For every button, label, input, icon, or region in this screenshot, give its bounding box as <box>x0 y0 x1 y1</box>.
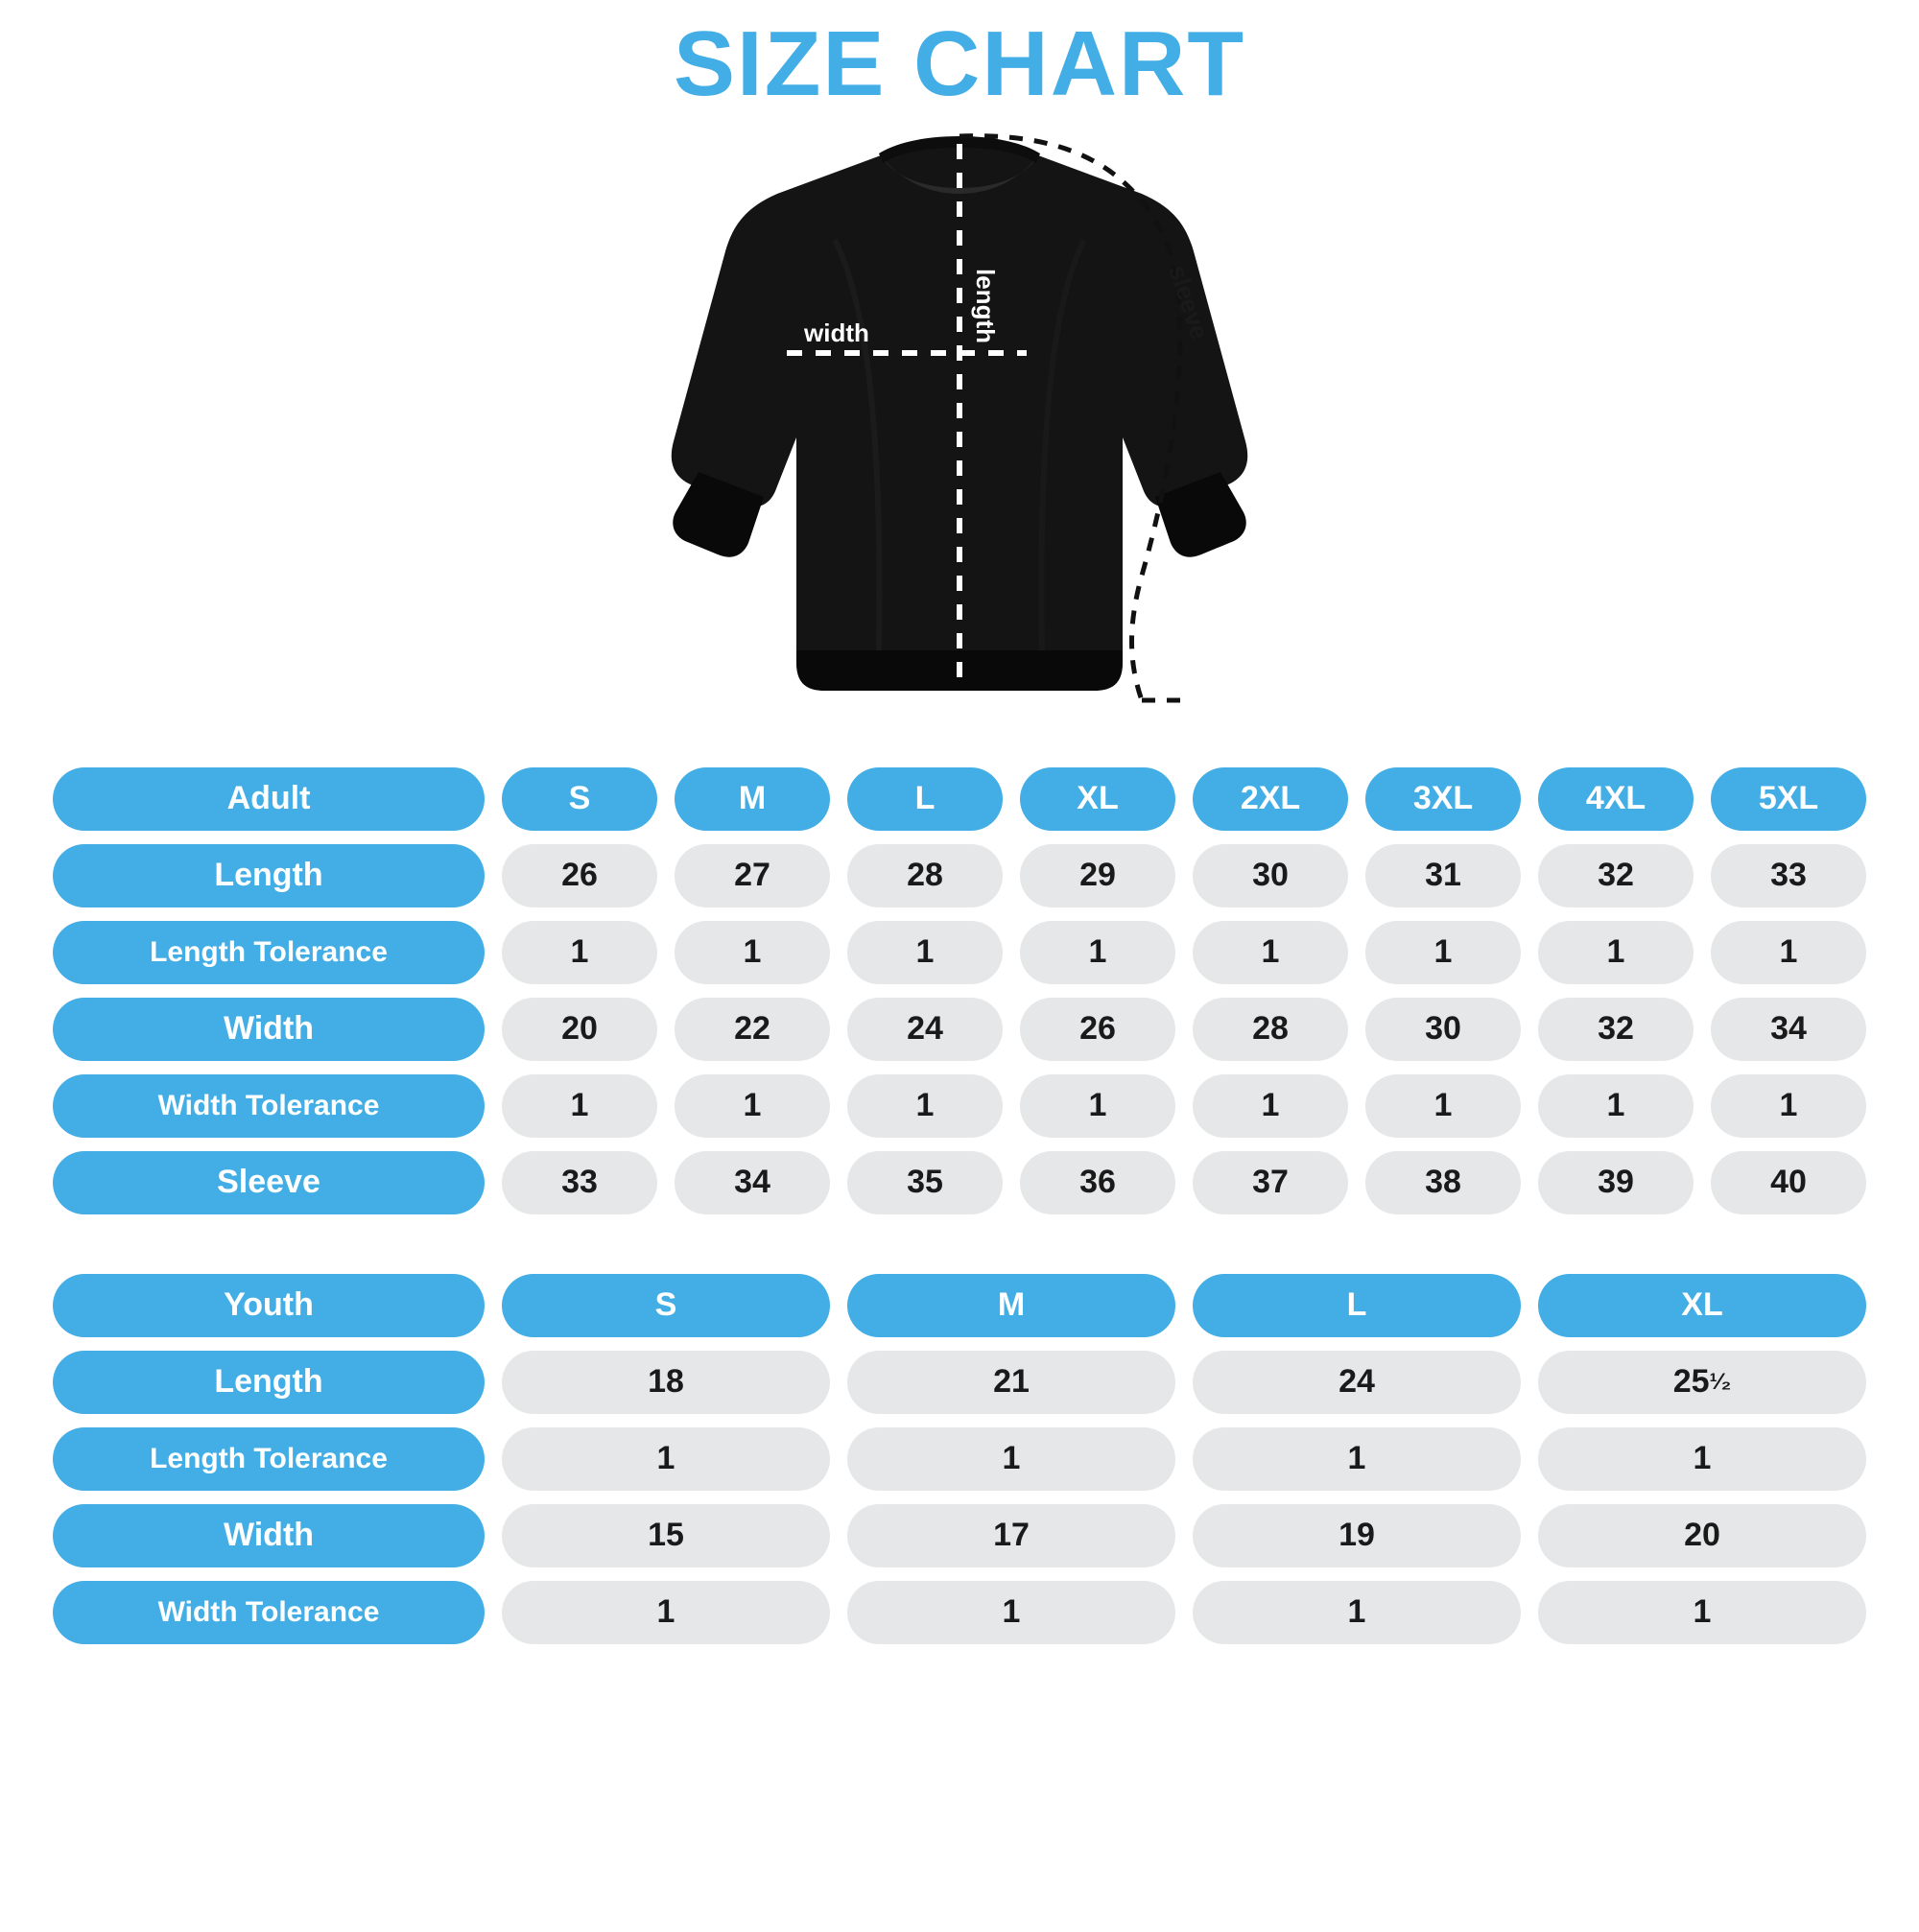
table-header-row <box>53 767 1866 831</box>
table-row <box>53 998 1866 1061</box>
youth-width-tol-s: 1 <box>502 1581 830 1644</box>
table-row <box>53 1427 1866 1491</box>
youth-length-s: 18 <box>502 1351 830 1414</box>
youth-width-s: 15 <box>502 1504 830 1567</box>
adult-width-s: 20 <box>502 998 657 1061</box>
width-label: width <box>804 318 869 347</box>
adult-sleeve-l: 35 <box>847 1151 1003 1214</box>
table-row <box>53 1351 1866 1414</box>
youth-length-tol-l: 1 <box>1193 1427 1521 1491</box>
adult-width-3xl: 30 <box>1365 998 1521 1061</box>
adult-row-label-length-tolerance: Length Tolerance <box>53 921 485 984</box>
adult-length-tol-3xl: 1 <box>1365 921 1521 984</box>
youth-width-tol-l: 1 <box>1193 1581 1521 1644</box>
table-row <box>53 1581 1866 1644</box>
youth-length-tol-xl: 1 <box>1538 1427 1866 1491</box>
adult-row-label-length: Length <box>53 844 485 907</box>
adult-header-label: Adult <box>53 767 485 831</box>
youth-length-xl <box>1538 1351 1866 1414</box>
adult-length-tol-5xl: 1 <box>1711 921 1866 984</box>
size-chart-page <box>0 13 1919 1932</box>
youth-width-tol-xl: 1 <box>1538 1581 1866 1644</box>
adult-sleeve-xl: 36 <box>1020 1151 1175 1214</box>
youth-width-tol-m: 1 <box>847 1581 1175 1644</box>
adult-size-table <box>53 767 1866 1214</box>
youth-length-tol-s: 1 <box>502 1427 830 1491</box>
youth-size-l: L <box>1193 1274 1521 1337</box>
table-row <box>53 1074 1866 1138</box>
adult-width-tol-xl: 1 <box>1020 1074 1175 1138</box>
adult-width-xl: 26 <box>1020 998 1175 1061</box>
adult-length-4xl: 32 <box>1538 844 1694 907</box>
adult-size-l: L <box>847 767 1003 831</box>
youth-length-xl-fraction: ¹⁄₂ <box>1709 1368 1732 1395</box>
adult-length-tol-xl: 1 <box>1020 921 1175 984</box>
adult-sleeve-s: 33 <box>502 1151 657 1214</box>
sleeve-label: sleeve <box>1163 261 1215 343</box>
youth-size-table <box>53 1274 1866 1644</box>
adult-length-5xl: 33 <box>1711 844 1866 907</box>
adult-row-label-sleeve: Sleeve <box>53 1151 485 1214</box>
page-title: SIZE CHART <box>674 12 1245 115</box>
adult-size-5xl: 5XL <box>1711 767 1866 831</box>
adult-width-tol-5xl: 1 <box>1711 1074 1866 1138</box>
table-header-row <box>53 1274 1866 1337</box>
adult-size-s: S <box>502 767 657 831</box>
adult-width-tol-2xl: 1 <box>1193 1074 1348 1138</box>
adult-row-label-width: Width <box>53 998 485 1061</box>
adult-length-s: 26 <box>502 844 657 907</box>
adult-width-4xl: 32 <box>1538 998 1694 1061</box>
youth-row-label-width: Width <box>53 1504 485 1567</box>
adult-sleeve-4xl: 39 <box>1538 1151 1694 1214</box>
youth-length-l: 24 <box>1193 1351 1521 1414</box>
youth-row-label-length-tolerance: Length Tolerance <box>53 1427 485 1491</box>
youth-length-xl-value: 25 <box>1672 1363 1710 1401</box>
youth-header-label: Youth <box>53 1274 485 1337</box>
adult-length-tol-m: 1 <box>675 921 830 984</box>
adult-width-m: 22 <box>675 998 830 1061</box>
garment-diagram <box>0 115 1919 767</box>
adult-sleeve-m: 34 <box>675 1151 830 1214</box>
adult-sleeve-3xl: 38 <box>1365 1151 1521 1214</box>
adult-length-tol-4xl: 1 <box>1538 921 1694 984</box>
youth-width-l: 19 <box>1193 1504 1521 1567</box>
adult-width-2xl: 28 <box>1193 998 1348 1061</box>
adult-size-4xl: 4XL <box>1538 767 1694 831</box>
adult-length-l: 28 <box>847 844 1003 907</box>
adult-size-3xl: 3XL <box>1365 767 1521 831</box>
adult-width-tol-3xl: 1 <box>1365 1074 1521 1138</box>
table-spacer <box>53 1228 1866 1274</box>
adult-length-tol-2xl: 1 <box>1193 921 1348 984</box>
table-row <box>53 1151 1866 1214</box>
youth-size-m: M <box>847 1274 1175 1337</box>
adult-length-3xl: 31 <box>1365 844 1521 907</box>
youth-row-label-length: Length <box>53 1351 485 1414</box>
sweatshirt-illustration <box>643 125 1276 758</box>
youth-length-tol-m: 1 <box>847 1427 1175 1491</box>
adult-width-tol-4xl: 1 <box>1538 1074 1694 1138</box>
youth-row-label-width-tolerance: Width Tolerance <box>53 1581 485 1644</box>
youth-width-m: 17 <box>847 1504 1175 1567</box>
adult-size-xl: XL <box>1020 767 1175 831</box>
youth-width-xl: 20 <box>1538 1504 1866 1567</box>
length-label: length <box>971 268 1000 343</box>
adult-sleeve-2xl: 37 <box>1193 1151 1348 1214</box>
youth-length-m: 21 <box>847 1351 1175 1414</box>
adult-length-m: 27 <box>675 844 830 907</box>
adult-width-tol-s: 1 <box>502 1074 657 1138</box>
table-row <box>53 1504 1866 1567</box>
youth-size-xl: XL <box>1538 1274 1866 1337</box>
adult-size-m: M <box>675 767 830 831</box>
adult-row-label-width-tolerance: Width Tolerance <box>53 1074 485 1138</box>
table-row <box>53 921 1866 984</box>
adult-sleeve-5xl: 40 <box>1711 1151 1866 1214</box>
table-row <box>53 844 1866 907</box>
adult-length-2xl: 30 <box>1193 844 1348 907</box>
adult-width-tol-l: 1 <box>847 1074 1003 1138</box>
youth-size-s: S <box>502 1274 830 1337</box>
adult-width-5xl: 34 <box>1711 998 1866 1061</box>
adult-length-tol-s: 1 <box>502 921 657 984</box>
adult-width-l: 24 <box>847 998 1003 1061</box>
adult-size-2xl: 2XL <box>1193 767 1348 831</box>
adult-length-tol-l: 1 <box>847 921 1003 984</box>
adult-length-xl: 29 <box>1020 844 1175 907</box>
adult-width-tol-m: 1 <box>675 1074 830 1138</box>
